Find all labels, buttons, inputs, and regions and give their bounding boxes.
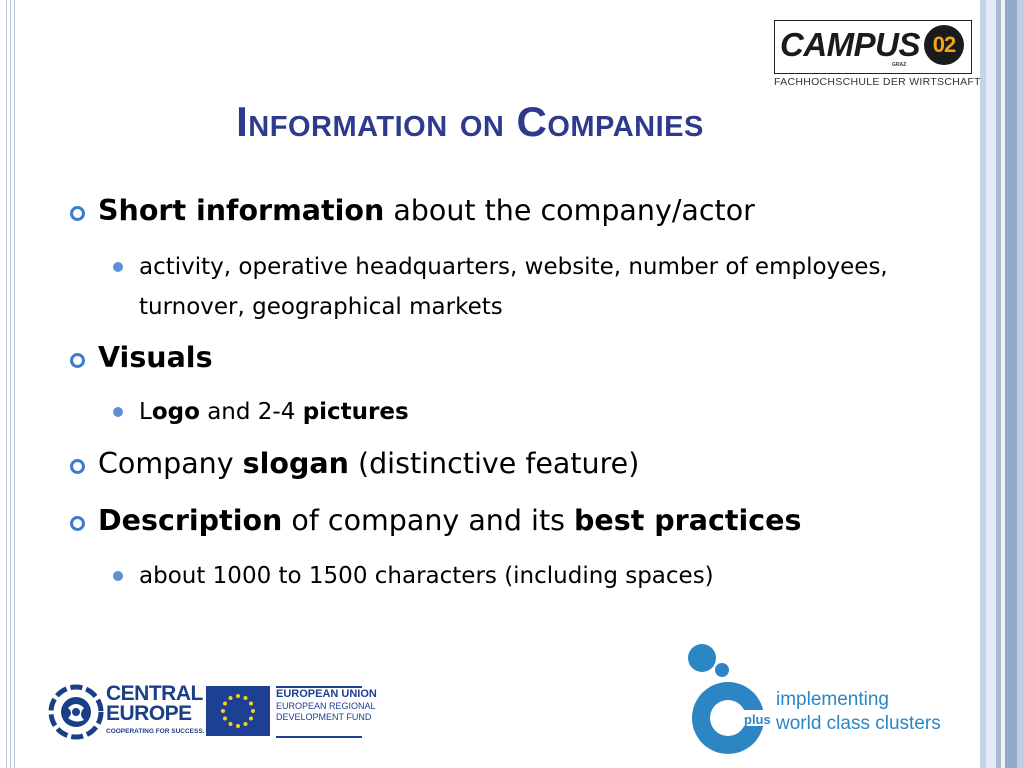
campus02-logo-name: CAMPUS [780,26,921,63]
campus02-logo-number: 02 [924,25,964,65]
bullet-dot-icon [113,571,123,581]
eu-fund-label: EUROPEAN UNION EUROPEAN REGIONAL DEVELOPMENT FUND [276,688,377,722]
central-europe-tagline: COOPERATING FOR SUCCESS. [106,728,205,735]
central-europe-logo [48,684,208,740]
cplus-logo-icon [682,640,778,758]
sub-bullet-company-details: activity, operative headquarters, website, number of employees, turnover, geographical markets [139,254,888,320]
cplus-tagline: implementing world class clusters [776,689,941,734]
campus02-logo-city: GRAZ [892,62,907,68]
bullet-ring-icon [70,459,85,474]
bullet-company-slogan: Company slogan (distinctive feature) [98,447,640,480]
bullet-dot-icon [113,262,123,272]
slide-title: Information on Companies [236,98,704,145]
bullet-visuals: Visuals [98,341,213,374]
eu-flag-icon [206,686,270,736]
campus02-logo [772,18,981,92]
sub-bullet-character-count: about 1000 to 1500 characters (including spaces) [139,563,714,589]
eu-divider-line [276,736,362,738]
sub-bullet-logo-pictures: Logo and 2-4 pictures [139,399,409,425]
bullet-dot-icon [113,407,123,417]
bullet-ring-icon [70,516,85,531]
bullet-ring-icon [70,206,85,221]
bullet-short-information: Short information about the company/actor [98,194,755,227]
right-decorative-band [980,0,1024,768]
central-europe-emblem-icon [48,684,104,740]
central-europe-wordmark: CENTRAL EUROPE [106,682,203,725]
cplus-logo-mark: plus [744,712,771,727]
bullet-ring-icon [70,353,85,368]
bullet-description: Description of company and its best practices [98,504,802,537]
campus02-logo-subtitle: FACHHOCHSCHULE DER WIRTSCHAFT [774,76,981,88]
